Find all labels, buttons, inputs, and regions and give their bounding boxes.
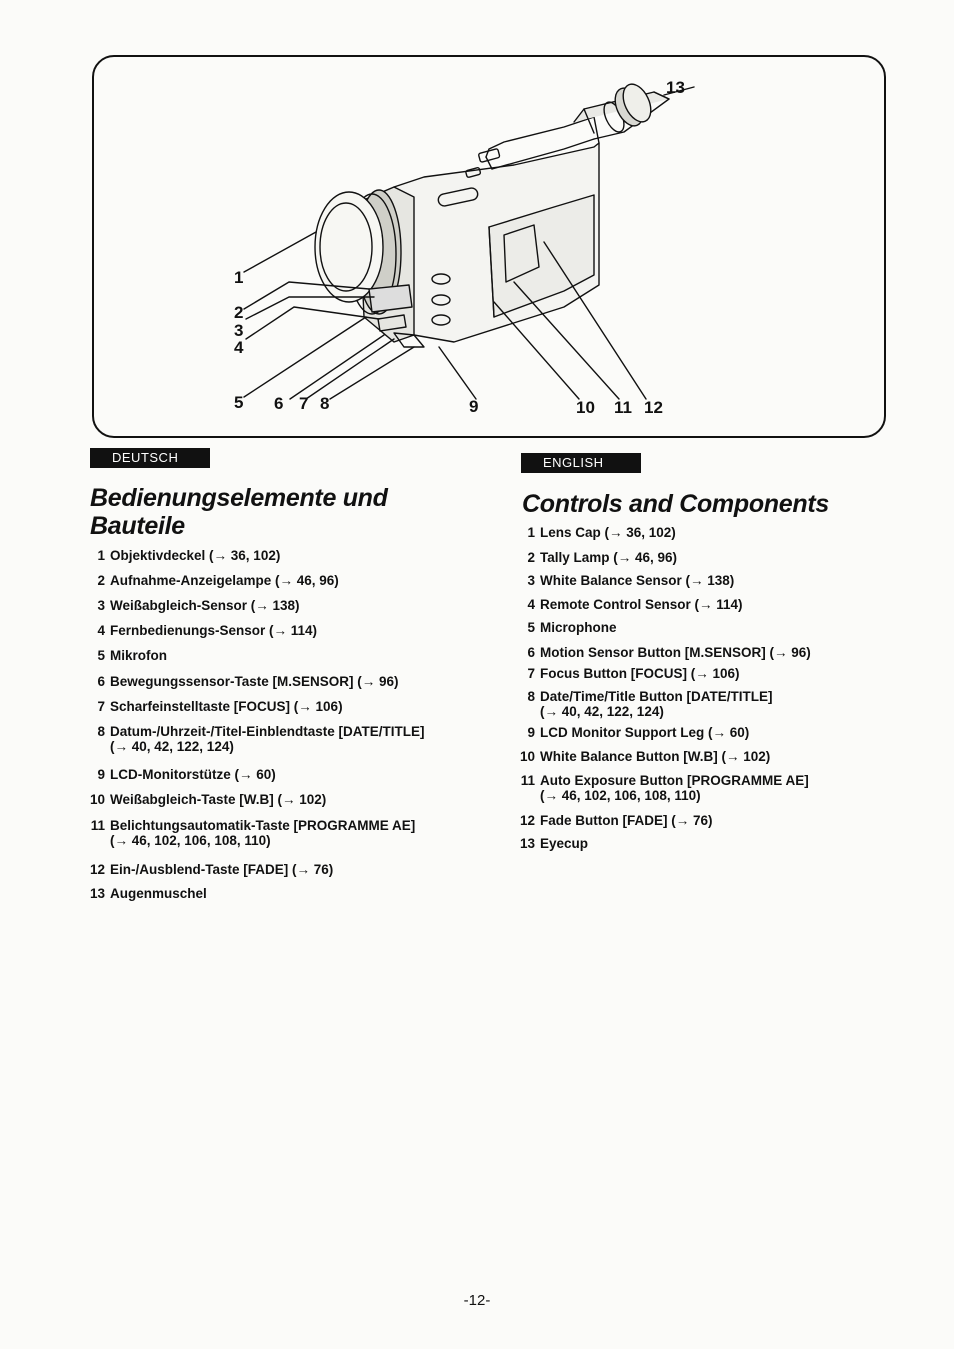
list-item: 7 Focus Button [FOCUS] (→ 106)	[527, 666, 740, 681]
english-badge: ENGLISH	[521, 453, 641, 473]
callout-3: 3	[234, 321, 244, 340]
list-item: 10 White Balance Button [W.B] (→ 102)	[519, 749, 771, 764]
list-item: 11 Belichtungsautomatik-Taste [PROGRAMME AE] (→ 46, 102, 106, 108, 110)	[90, 818, 416, 848]
callout-10: 10	[576, 398, 595, 417]
list-item: 8 Date/Time/Title Button [DATE/TITLE] (→ 40, 42, 122, 124)	[527, 689, 773, 719]
callout-8: 8	[320, 394, 330, 413]
list-item: 3 Weißabgleich-Sensor (→ 138)	[97, 598, 300, 613]
list-item: 1 Lens Cap (→ 36, 102)	[527, 525, 676, 540]
callout-6: 6	[274, 394, 284, 413]
list-item: 5 Mikrofon	[97, 648, 167, 663]
callout-13: 13	[666, 78, 685, 97]
callout-1: 1	[234, 268, 244, 287]
callout-12: 12	[644, 398, 663, 417]
callout-2: 2	[234, 303, 244, 322]
list-item: 4 Remote Control Sensor (→ 114)	[527, 597, 743, 612]
list-item: 8 Datum-/Uhrzeit-/Titel-Einblendtaste [DATE/TITLE] (→ 40, 42, 122, 124)	[97, 724, 425, 754]
list-item: 9 LCD Monitor Support Leg (→ 60)	[527, 725, 750, 740]
list-item: 11 Auto Exposure Button [PROGRAMME AE] (→ 46, 102, 106, 108, 110)	[520, 773, 809, 803]
list-item: 2 Aufnahme-Anzeigelampe (→ 46, 96)	[97, 573, 339, 588]
deutsch-badge: DEUTSCH	[90, 448, 210, 468]
list-item: 12 Fade Button [FADE] (→ 76)	[519, 813, 713, 828]
list-item: 2 Tally Lamp (→ 46, 96)	[527, 550, 678, 565]
callout-9: 9	[469, 397, 479, 416]
list-item: 4 Fernbedienungs-Sensor (→ 114)	[97, 623, 318, 638]
camcorder-figure	[92, 55, 886, 438]
list-item: 3 White Balance Sensor (→ 138)	[527, 573, 735, 588]
list-item: 10 Weißabgleich-Taste [W.B] (→ 102)	[89, 792, 327, 807]
list-item: 12 Ein-/Ausblend-Taste [FADE] (→ 76)	[89, 862, 334, 877]
callout-5: 5	[234, 393, 244, 412]
deutsch-heading-line2: Bauteile	[90, 512, 185, 540]
callout-7: 7	[299, 394, 309, 413]
camcorder-illustration	[94, 57, 884, 436]
page-number: -12-	[463, 1292, 491, 1309]
english-heading: Controls and Components	[522, 490, 829, 518]
list-item: 13 Eyecup	[519, 836, 589, 851]
list-item: 13 Augenmuschel	[89, 886, 207, 901]
list-item: 9 LCD-Monitorstütze (→ 60)	[97, 767, 276, 782]
list-item: 6 Motion Sensor Button [M.SENSOR] (→ 96)	[527, 645, 811, 660]
callout-4: 4	[234, 338, 244, 357]
list-item: 5 Microphone	[527, 620, 617, 635]
list-item: 1 Objektivdeckel (→ 36, 102)	[97, 548, 281, 563]
list-item: 6 Bewegungssensor-Taste [M.SENSOR] (→ 96)	[97, 674, 399, 689]
callout-11: 11	[614, 398, 632, 417]
deutsch-heading-line1: Bedienungselemente und	[90, 484, 388, 512]
list-item: 7 Scharfeinstelltaste [FOCUS] (→ 106)	[97, 699, 343, 714]
deutsch-heading	[90, 484, 388, 540]
